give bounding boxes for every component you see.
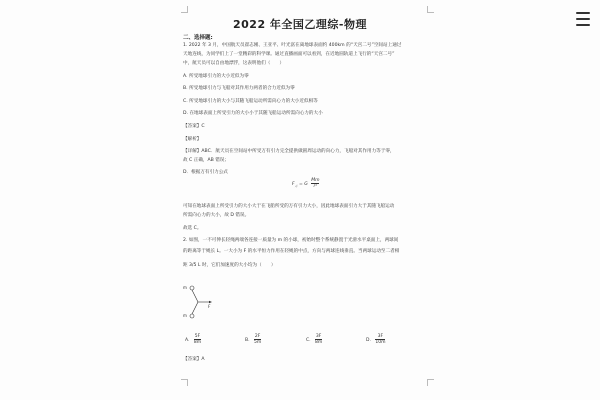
question-text: 的距离等于绳长 L。一大小为 F 的水平恒力作用在轻绳的中点，方向与两球连线垂直。当两球运动至二者相 [183,249,400,254]
choice-letter: A. [185,338,190,343]
choice-a [185,334,201,345]
crop-mark [427,6,434,13]
question-text: 1. 2022 年 3 月，中国航天员翟志刚、王亚平、叶光富在离地球表面约 400km 的“天宫二号”空间站上通过 [183,43,402,48]
option-b: B. 所受地球引力与飞船对其作用力两者的合力近似为零 [183,86,295,91]
gravitation-formula [292,178,319,189]
choice-letter: D. [366,338,371,343]
explanation-text: 故 C 正确，AB 错误； [183,158,230,163]
rope-upper [192,290,198,302]
rope-lower [192,302,198,314]
explanation-text: 可知在地球表面上所受引力的大小大于在飞船所受的万有引力大小，因此地球表面引力大于其随飞船运动 [183,204,395,209]
choice-fraction [315,334,322,345]
formula-fraction [311,178,319,189]
choice-letter: B. [245,338,250,343]
formula-numerator: Mm [311,178,320,183]
choice-numerator: 5F [194,334,201,339]
ball-bottom [190,314,194,318]
choice-d [366,334,385,345]
force-arrowhead [209,301,212,303]
formula-eq: = G [299,182,308,187]
choice-fraction [375,334,385,345]
choice-c [306,334,322,345]
mass-top-label: m [183,285,187,290]
choice-numerator: 3F [315,334,322,339]
choice-denominator: 8m [315,340,323,345]
question-text: 中，航天员可以自由地漂浮，这表明他们（ ） [183,61,285,66]
option-c: C. 所受地球引力的大小与其随飞船运动所需向心力的大小近似相等 [183,99,318,104]
choice-numerator: 2F [254,334,261,339]
question-text: 天地连线，为同学们上了一堂精彩的科学课。通过直播画面可以看到，在近地圆轨道上飞行的“天宫二号” [183,52,395,57]
explanation-text: 【详解】ABC．航天员在空间站中所受万有引力完全提供做圆周运动的向心力，飞船对其作用力等于零， [183,149,395,154]
conclusion-text: 故选 C。 [183,226,202,231]
force-label: F [208,304,211,309]
question-text: 2. 如图，一不可伸长轻绳两端各连接一质量为 m 的小球，初始时整个系统静置于光滑水平桌面上，两球间 [183,238,399,243]
formula-subscript: 万 [294,183,298,188]
crop-mark [181,379,188,386]
option-a: A. 所受地球引力的大小近似为零 [183,74,249,79]
choice-numerator: 3F [375,334,385,340]
analysis-label: 【解析】 [183,137,202,142]
choice-fraction [254,334,261,345]
answer-label: 【答案】A [183,357,205,362]
crop-mark [181,6,188,13]
formula-denominator: r² [313,184,318,189]
choice-fraction [194,334,201,345]
explanation-text: 所需向心力的大小，故 D 错误。 [183,213,250,218]
option-d: D. 在地球表面上所受引力的大小小于其随飞船运动所需向心力的大小 [183,111,323,116]
answer-label: 【答案】C [183,124,205,129]
mass-bottom-label: m [183,313,187,318]
rope-diagram [183,282,223,322]
choice-denominator: 10m [375,340,386,345]
section-heading: 二、选择题: [183,35,213,41]
explanation-text: D．根据万有引力公式 [183,170,228,175]
crop-mark [427,379,434,386]
choice-denominator: 8m [193,340,202,345]
choice-denominator: 5m [253,340,262,345]
choice-b [245,334,261,345]
formula-lhs: F [292,182,295,187]
ball-top [190,286,194,290]
choice-letter: C. [306,338,311,343]
question-text: 距 3/5 L 时，它们加速度的大小均为（ ） [183,263,276,268]
page-title: 2022 年全国乙理综-物理 [232,18,367,31]
